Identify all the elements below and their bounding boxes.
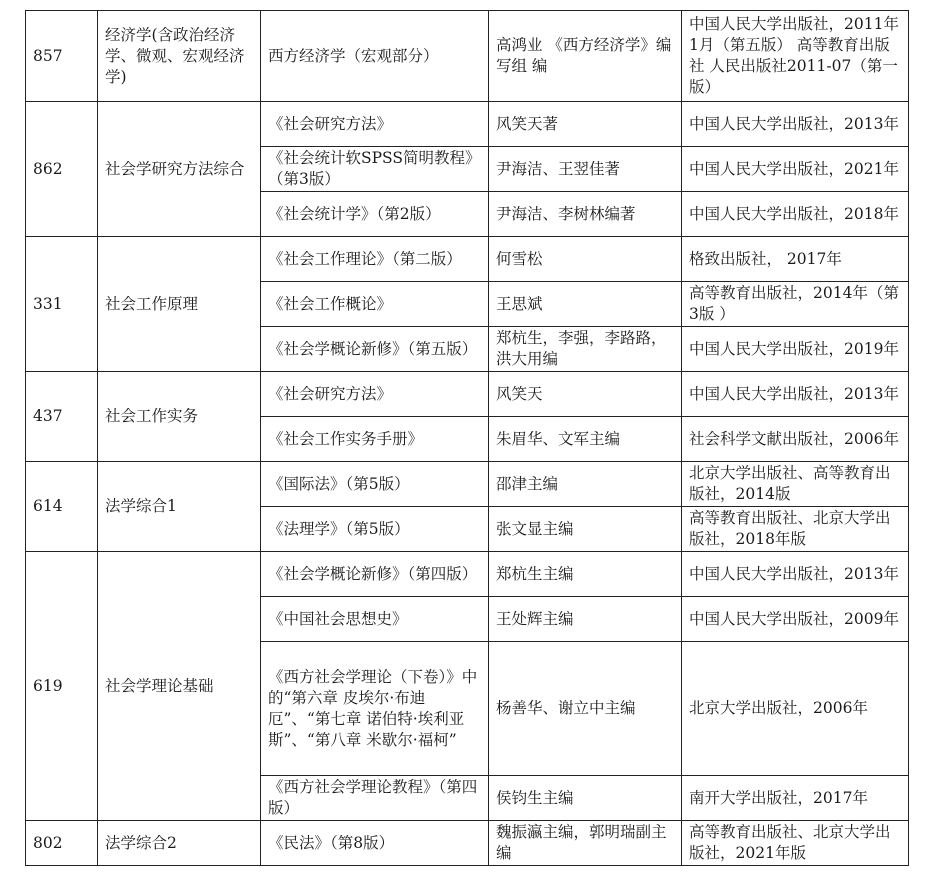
book-title-cell: 《西方社会学理论教程》（第四版） [261,776,489,821]
subject-code-cell: 437 [26,372,98,462]
book-author-cell: 王处辉主编 [489,597,682,642]
book-author-cell: 侯钧生主编 [489,776,682,821]
book-author-cell: 王思斌 [489,282,682,327]
book-title-cell: 《社会研究方法》 [261,102,489,147]
publisher-cell: 中国人民大学出版社，2013年 [682,552,909,597]
publisher-cell: 中国人民大学出版社，2019年 [682,327,909,372]
book-author-cell: 朱眉华、文军主编 [489,417,682,462]
book-author-cell: 风笑天 [489,372,682,417]
table-row [26,11,909,102]
subject-code-cell: 862 [26,102,98,237]
book-title-cell: 《社会统计软SPSS简明教程》（第3版） [261,147,489,192]
book-author-cell: 何雪松 [489,237,682,282]
subject-code-cell: 614 [26,462,98,552]
subject-code-cell: 331 [26,237,98,372]
subject-name-cell: 社会工作实务 [98,372,261,462]
book-title-cell: 《社会统计学》（第2版） [261,192,489,237]
subject-code-cell: 857 [26,11,98,102]
subject-name-cell: 法学综合2 [98,821,261,866]
table-row [26,237,909,282]
book-author-cell: 郑杭生，李强，李路路，洪大用编 [489,327,682,372]
publisher-cell: 中国人民大学出版社，2013年 [682,372,909,417]
publisher-cell: 高等教育出版社、北京大学出版社，2021年版 [682,821,909,866]
publisher-cell: 高等教育出版社，2014年（第3版 ） [682,282,909,327]
table-row [26,102,909,147]
book-title-cell: 《民法》（第8版） [261,821,489,866]
book-title-cell: 《法理学》（第5版） [261,507,489,552]
book-author-cell: 张文显主编 [489,507,682,552]
book-title-cell: 《西方社会学理论（下卷）》中的“第六章 皮埃尔·布迪厄”、“第七章 诺伯特·埃利亚斯”、“第八章 米歇尔·福柯” [261,642,489,776]
subject-name-cell: 社会学理论基础 [98,552,261,821]
book-author-cell: 邵津主编 [489,462,682,507]
publisher-cell: 南开大学出版社，2017年 [682,776,909,821]
book-title-cell: 《社会工作实务手册》 [261,417,489,462]
book-author-cell: 尹海洁、李树林编著 [489,192,682,237]
book-title-cell: 《社会工作理论》（第二版） [261,237,489,282]
book-title-cell: 《社会学概论新修》（第五版） [261,327,489,372]
book-title-cell: 《社会学概论新修》（第四版） [261,552,489,597]
book-author-cell: 高鸿业 《西方经济学》编写组 编 [489,11,682,102]
book-title-cell: 《社会研究方法》 [261,372,489,417]
subject-code-cell: 802 [26,821,98,866]
publisher-cell: 中国人民大学出版社，2013年 [682,102,909,147]
book-author-cell: 魏振瀛主编，郭明瑞副主编 [489,821,682,866]
publisher-cell: 格致出版社， 2017年 [682,237,909,282]
publisher-cell: 中国人民大学出版社，2011年1月（第五版） 高等教育出版社 人民出版社2011-07（第一版） [682,11,909,102]
publisher-cell: 北京大学出版社、高等教育出版社，2014版 [682,462,909,507]
table-row [26,462,909,507]
book-author-cell: 郑杭生主编 [489,552,682,597]
book-title-cell: 《国际法》（第5版） [261,462,489,507]
publisher-cell: 中国人民大学出版社，2018年 [682,192,909,237]
table-row [26,821,909,866]
publisher-cell: 高等教育出版社、北京大学出版社，2018年版 [682,507,909,552]
book-title-cell: 《社会工作概论》 [261,282,489,327]
table-row [26,552,909,597]
book-title-cell: 《中国社会思想史》 [261,597,489,642]
subject-name-cell: 经济学(含政治经济学、微观、宏观经济学) [98,11,261,102]
publisher-cell: 中国人民大学出版社，2021年 [682,147,909,192]
book-title-cell: 西方经济学（宏观部分） [261,11,489,102]
subject-name-cell: 法学综合1 [98,462,261,552]
publisher-cell: 中国人民大学出版社，2009年 [682,597,909,642]
book-author-cell: 风笑天著 [489,102,682,147]
subject-name-cell: 社会学研究方法综合 [98,102,261,237]
book-author-cell: 尹海洁、王翌佳著 [489,147,682,192]
table-body [26,11,909,866]
book-list-table [25,10,909,866]
subject-name-cell: 社会工作原理 [98,237,261,372]
subject-code-cell: 619 [26,552,98,821]
book-author-cell: 杨善华、谢立中主编 [489,642,682,776]
publisher-cell: 社会科学文献出版社，2006年 [682,417,909,462]
table-row [26,372,909,417]
publisher-cell: 北京大学出版社，2006年 [682,642,909,776]
